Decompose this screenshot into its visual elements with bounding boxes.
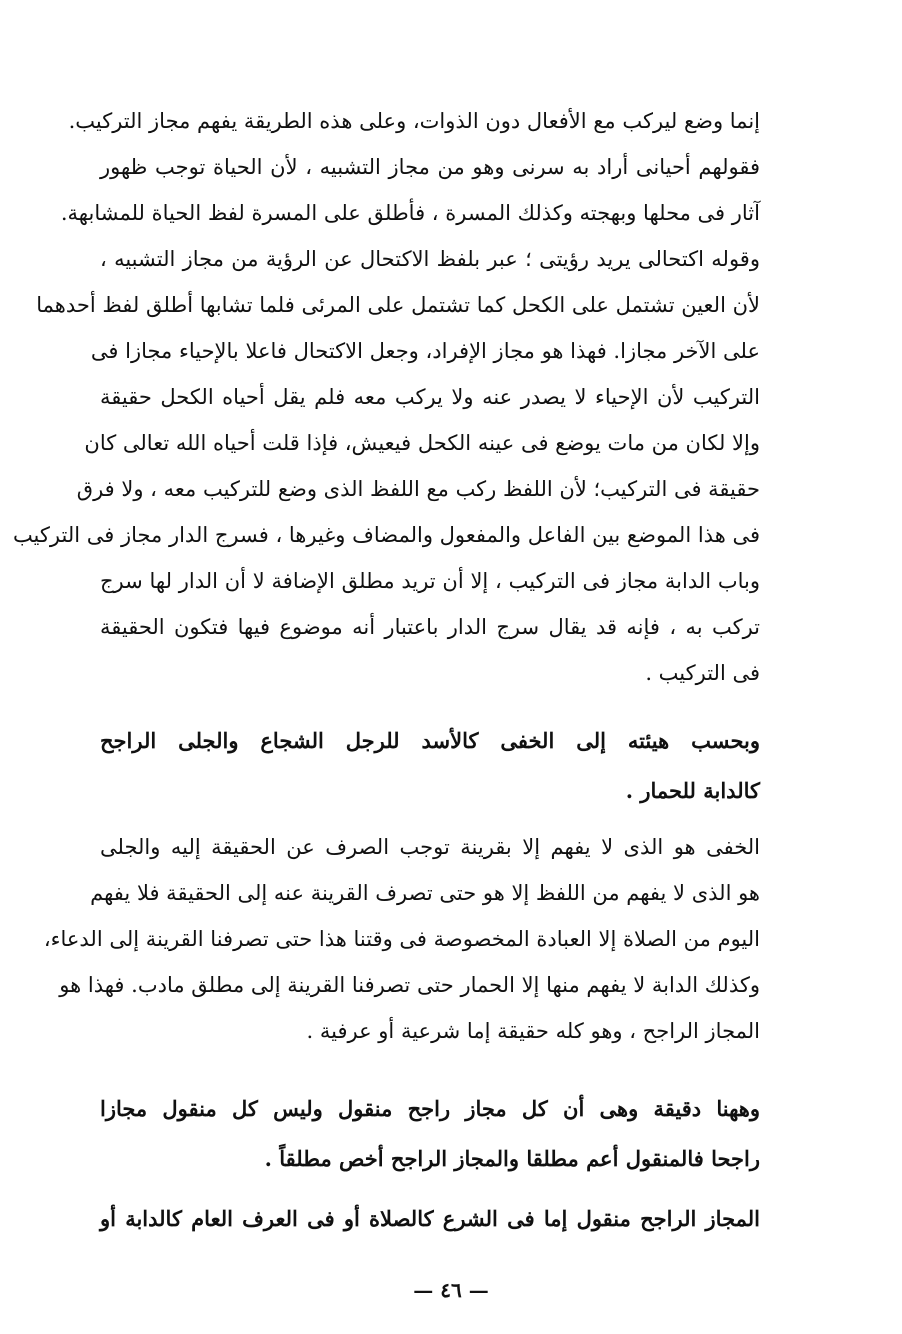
text-line: إنما وضع ليركب مع الأفعال دون الذوات، وعلى هذه الطريقة يفهم مجاز التركيب. bbox=[68, 109, 760, 133]
heading-2 bbox=[100, 1084, 760, 1184]
text-line: المجاز الراجح منقول إما فى الشرع كالصلاة أو فى العرف العام كالدابة أو bbox=[100, 1206, 760, 1231]
text-line: فقولهم أحيانى أراد به سرنى وهو من مجاز التشبيه ، لأن الحياة توجب ظهور bbox=[100, 155, 760, 179]
text-line: لأن العين تشتمل على الكحل كما تشتمل على المرئى فلما تشابها أطلق لفظ أحدهما bbox=[36, 293, 760, 317]
text-line: الخفى هو الذى لا يفهم إلا بقرينة توجب الصرف عن الحقيقة إليه والجلى bbox=[100, 835, 760, 859]
heading-line: راجحا فالمنقول أعم مطلقا والمجاز الراجح أخص مطلقاً . bbox=[264, 1146, 760, 1171]
text-line: تركب به ، فإنه قد يقال سرج الدار باعتبار أنه موضوع فيها فتكون الحقيقة bbox=[100, 615, 760, 639]
paragraph-1 bbox=[12, 98, 760, 696]
text-line: اليوم من الصلاة إلا العبادة المخصوصة فى وقتنا هذا حتى تصرفنا القرينة إلى الدعاء، bbox=[43, 927, 760, 951]
heading-line: كالدابة للحمار . bbox=[625, 778, 760, 803]
page-number: — ٤٦ — bbox=[413, 1278, 489, 1302]
text-line: فى التركيب . bbox=[645, 661, 760, 685]
text-line: التركيب لأن الإحياء لا يصدر عنه ولا يركب معه فلم يقل أحياه الكحل حقيقة bbox=[100, 385, 760, 409]
heading-1 bbox=[100, 716, 760, 816]
paragraph-2 bbox=[43, 824, 760, 1054]
text-line: على الآخر مجازا. فهذا هو مجاز الإفراد، وجعل الاكتحال فاعلا بالإحياء مجازا فى bbox=[90, 339, 760, 363]
text-line: وإلا لكان من مات يوضع فى عينه الكحل فيعيش، فإذا قلت أحياه الله تعالى كان bbox=[84, 431, 760, 455]
paragraph-3 bbox=[100, 1196, 760, 1242]
text-line: فى هذا الموضع بين الفاعل والمفعول والمضاف وغيرها ، فسرج الدار مجاز فى التركيب bbox=[12, 523, 760, 547]
text-line: حقيقة فى التركيب؛ لأن اللفظ ركب مع اللفظ الذى وضع للتركيب معه ، ولا فرق bbox=[76, 477, 760, 501]
text-line: آثار فى محلها وبهجته وكذلك المسرة ، فأطلق على المسرة لفظ الحياة للمشابهة. bbox=[60, 201, 760, 225]
text-line: المجاز الراجح ، وهو كله حقيقة إما شرعية أو عرفية . bbox=[306, 1019, 760, 1043]
heading-line: وههنا دقيقة وهى أن كل مجاز راجح منقول وليس كل منقول مجازا bbox=[100, 1096, 760, 1121]
heading-line: وبحسب هيئته إلى الخفى كالأسد للرجل الشجاع والجلى الراجح bbox=[100, 728, 760, 753]
text-line: وباب الدابة مجاز فى التركيب ، إلا أن تريد مطلق الإضافة لا أن الدار لها سرج bbox=[100, 569, 760, 593]
text-line: وكذلك الدابة لا يفهم منها إلا الحمار حتى تصرفنا القرينة إلى مطلق مادب. فهذا هو bbox=[59, 973, 760, 997]
text-line: هو الذى لا يفهم من اللفظ إلا هو حتى تصرف القرينة عنه إلى الحقيقة فلا يفهم bbox=[90, 881, 760, 905]
text-line: وقوله اكتحالى يريد رؤيتى ؛ عبر بلفظ الاكتحال عن الرؤية من مجاز التشبيه ، bbox=[100, 247, 760, 271]
